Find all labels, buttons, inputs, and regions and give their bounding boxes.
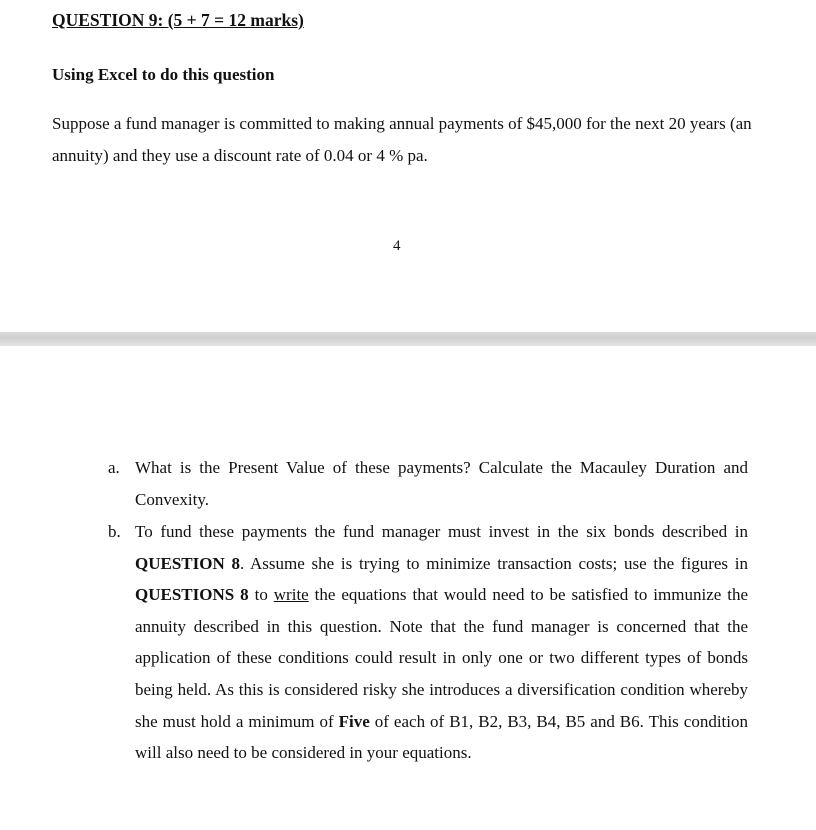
part-b-text-seg4: the equations that would need to be satisfied to immunize the annuity described in this question. Note that the fund manager is concerned that the application of these conditions could result in only one or two different types of bonds being held. As this is considered risky she introduces a diversification condition whereby she must hold a minimum of [135,585,749,731]
part-a-item [108,452,748,515]
question-intro-paragraph: Suppose a fund manager is committed to making annual payments of $45,000 for the next 20 years (an annuity) and they use a discount rate of 0.04 or 4 % pa. [52,114,752,165]
write-underlined: write [273,585,309,605]
part-b-text-seg1: To fund these payments the fund manager must invest in the six bonds described in [135,522,748,541]
part-b-text-seg2: . Assume she is trying to minimize transaction costs; use the figures in [239,553,749,573]
page-number: 4 [393,238,401,254]
part-b-text [135,516,748,769]
part-b-marker: b. [108,522,121,541]
question-title: QUESTION 9: (5 + 7 = 12 marks) [52,10,304,30]
part-b-text-seg5: of each of B1, B2, B3, B4, B5 and B6. This condition will also need to be considered in your equations. [135,711,748,763]
part-b-text-seg3: to [248,585,274,605]
part-b-item [108,516,748,769]
excel-instruction-heading: Using Excel to do this question [52,65,275,84]
questions-8-reference: QUESTIONS 8 [135,585,249,605]
page-break-separator [0,332,816,346]
part-a-text: What is the Present Value of these payments? Calculate the Macauley Duration and Convexity. [135,458,748,509]
question-8-reference: QUESTION 8 [135,553,240,573]
part-a-marker: a. [108,458,120,477]
minimum-five-bold: Five [338,711,370,731]
page-top [0,0,816,332]
